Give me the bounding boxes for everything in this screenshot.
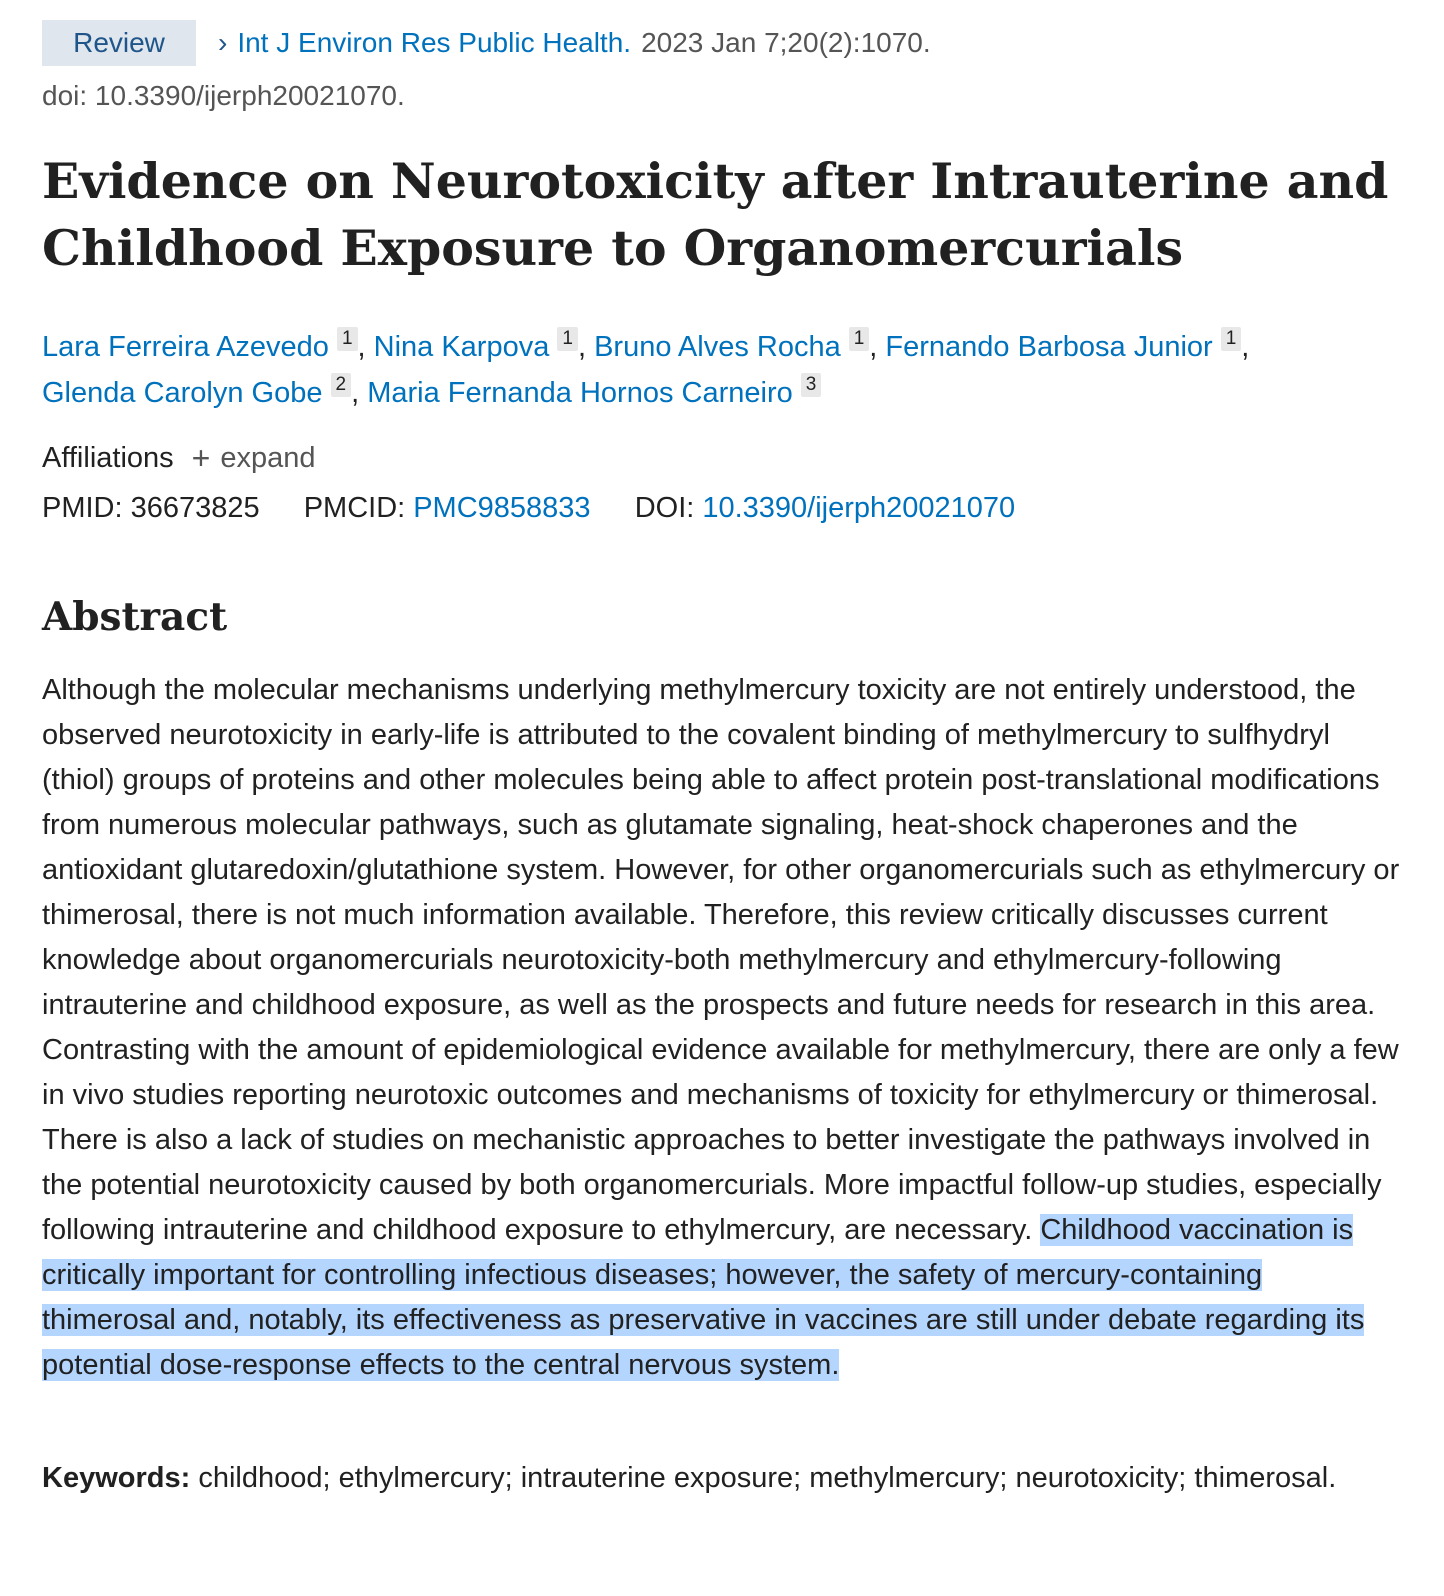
affiliation-ref[interactable]: 1 — [337, 327, 358, 351]
pmcid-link[interactable]: PMC9858833 — [413, 492, 591, 524]
publication-type-badge: Review — [42, 20, 196, 66]
identifiers-row — [42, 492, 1015, 525]
doi-link[interactable]: 10.3390/ijerph20021070 — [702, 492, 1016, 524]
affiliation-ref[interactable]: 3 — [801, 373, 822, 397]
author-link[interactable]: Glenda Carolyn Gobe — [42, 377, 323, 409]
affiliation-ref[interactable]: 1 — [557, 327, 578, 351]
pmcid-label: PMCID: — [303, 492, 406, 524]
abstract-heading: Abstract — [42, 594, 228, 640]
article-title: Evidence on Neurotoxicity after Intrauterine and Childhood Exposure to Organomercurials — [42, 152, 1389, 277]
citation-line — [42, 20, 931, 66]
affiliation-ref[interactable]: 2 — [331, 373, 352, 397]
author-list: Lara Ferreira Azevedo 1 , Nina Karpova 1 , Bruno Alves Rocha 1 , Fernando Barbosa Junior 1 , Glenda Carolyn Gobe 2 , Maria Fernanda Hornos Carneiro 3 — [42, 328, 1250, 409]
affiliations-label: Affiliations — [42, 442, 174, 474]
selected-text: Childhood vaccination is critically important for controlling infectious diseases; however, the safety of mercury-containing thimerosal and, notably, its effectiveness as preservative in vaccines are still under debate regarding its potential dose-response effects to the central nervous system. — [42, 1214, 1365, 1381]
doi-label: DOI: — [634, 492, 695, 524]
keywords — [42, 1456, 1402, 1501]
keywords-label: Keywords: — [42, 1462, 191, 1494]
author-link[interactable]: Lara Ferreira Azevedo — [42, 331, 329, 363]
expand-affiliations-button[interactable] — [192, 440, 316, 477]
author-link[interactable]: Nina Karpova — [373, 331, 550, 363]
chevron-right-icon[interactable]: › — [218, 27, 228, 58]
abstract-body: Although the molecular mechanisms underlying methylmercury toxicity are not entirely understood, the observed neurotoxicity in early-life is attributed to the covalent binding of methylmercury to sulfhydryl (thiol) groups of proteins and other molecules being able to affect protein post-translational modifications from numerous molecular pathways, such as glutamate signaling, heat-shock chaperones and the antioxidant glutaredoxin/glutathione system. However, for other organomercurials such as ethylmercury or thimerosal, there is not much information available. Therefore, this review critically discusses current knowledge about organomercurials neurotoxicity-both methylmercury and ethylmercury-following intrauterine and childhood exposure, as well as the prospects and future needs for research in this area. Contrasting with the amount of epidemiological evidence available for methylmercury, there are only a few in vivo studies reporting neurotoxic outcomes and mechanisms of toxicity for ethylmercury or thimerosal. There is also a lack of studies on mechanistic approaches to better investigate the pathways involved in the potential neurotoxicity caused by both organomercurials. More impactful follow-up studies, especially following intrauterine and childhood exposure to ethylmercury, are necessary. — [42, 674, 1400, 1246]
author-link[interactable]: Fernando Barbosa Junior — [885, 331, 1213, 363]
author-link[interactable]: Bruno Alves Rocha — [594, 331, 841, 363]
expand-label: expand — [220, 442, 316, 474]
doi-line: doi: 10.3390/ijerph20021070. — [42, 80, 405, 111]
author-link[interactable]: Maria Fernanda Hornos Carneiro — [367, 377, 793, 409]
pmid-label: PMID: — [42, 492, 123, 524]
citation-date: 2023 Jan 7;20(2):1070. — [641, 27, 931, 58]
journal-link[interactable]: Int J Environ Res Public Health. — [237, 27, 632, 58]
affiliation-ref[interactable]: 1 — [849, 327, 870, 351]
abstract-text[interactable] — [42, 668, 1402, 1388]
affiliation-ref[interactable]: 1 — [1221, 327, 1242, 351]
affiliations-row — [42, 440, 316, 477]
keywords-list: childhood; ethylmercury; intrauterine exposure; methylmercury; neurotoxicity; thimerosal. — [190, 1462, 1337, 1494]
pmid-value: 36673825 — [130, 492, 260, 524]
plus-icon: + — [191, 440, 211, 476]
